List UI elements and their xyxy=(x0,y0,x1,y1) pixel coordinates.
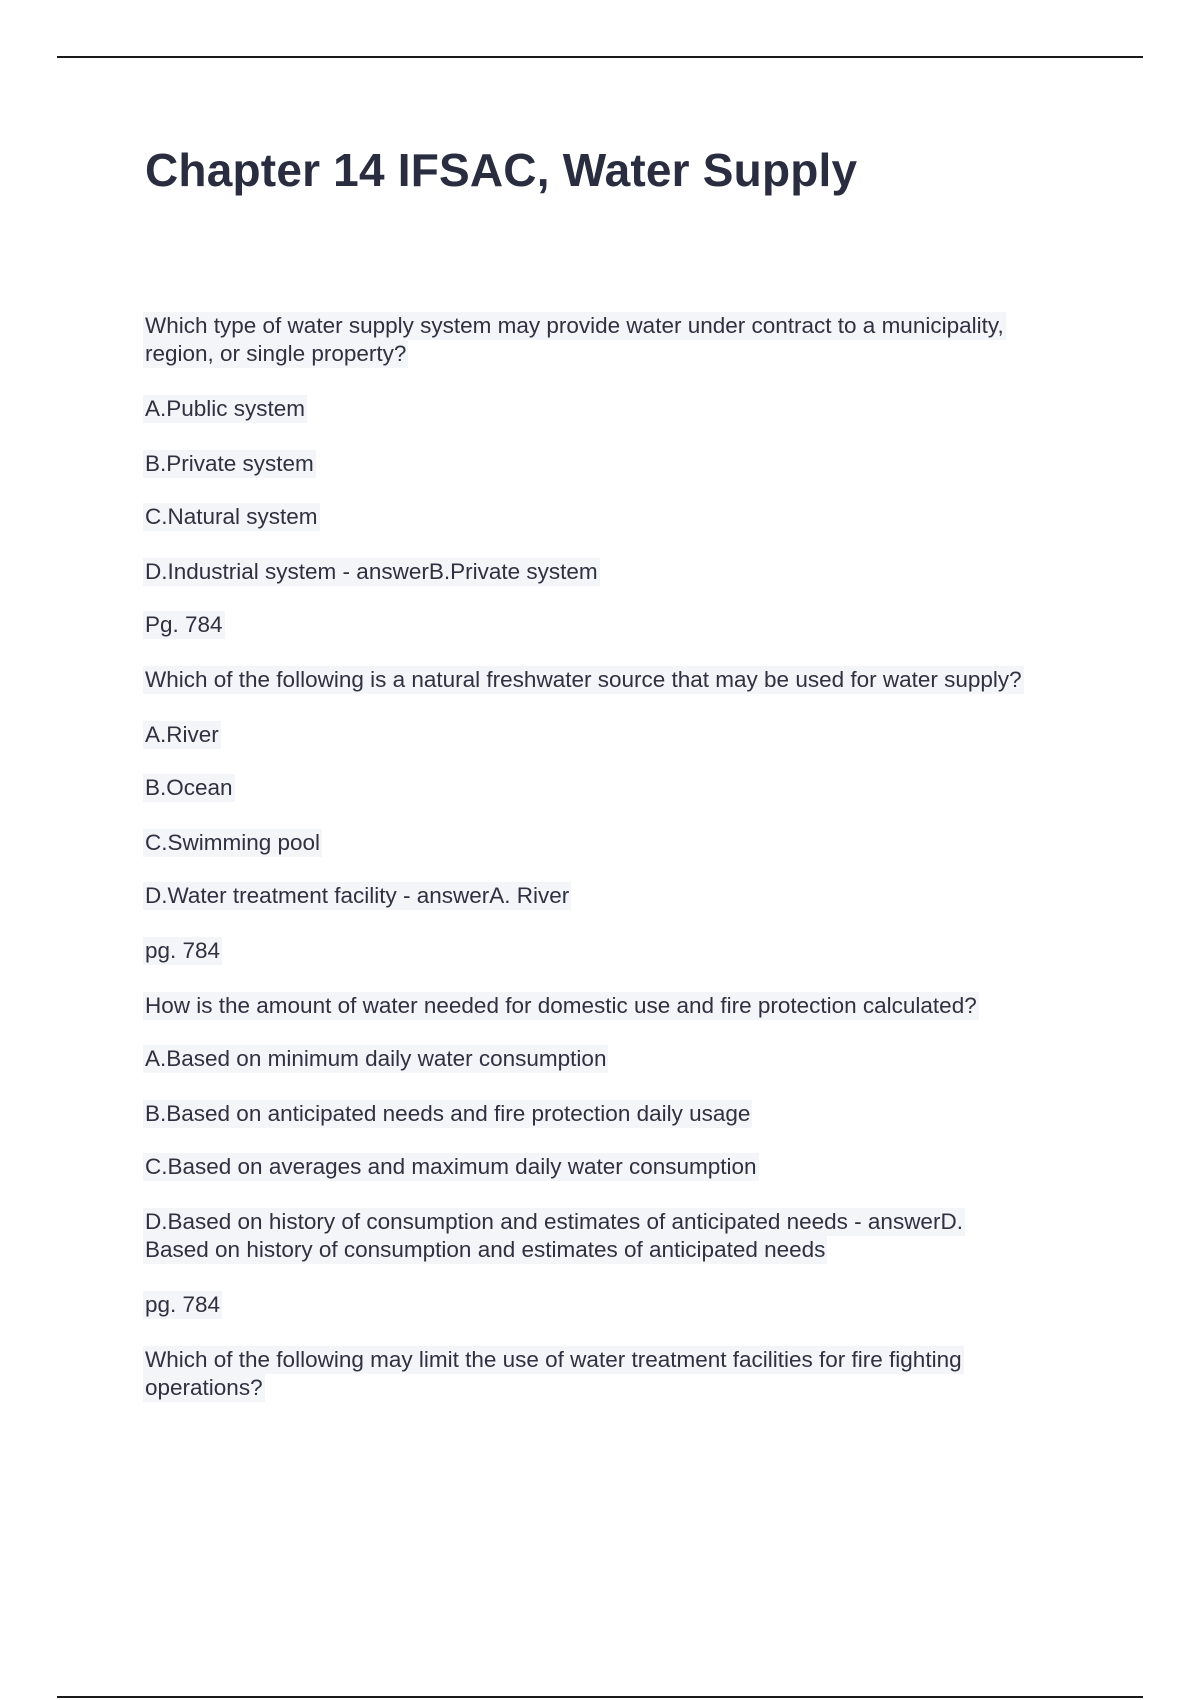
question-1-text-line1: Which type of water supply system may provide water under contract to a municipality, xyxy=(145,313,1004,338)
question-1 xyxy=(145,312,1095,368)
option-text: C.Based on averages and maximum daily water consumption xyxy=(145,1154,757,1179)
option-text: A.River xyxy=(145,722,219,747)
question-3-text: How is the amount of water needed for domestic use and fire protection calculated? xyxy=(145,993,977,1018)
question-1-option-b xyxy=(145,450,1095,478)
question-2-option-d-answer xyxy=(145,882,1095,910)
bottom-rule xyxy=(57,1696,1143,1698)
option-text: B.Private system xyxy=(145,451,314,476)
question-2-option-c xyxy=(145,829,1095,857)
document-body xyxy=(145,312,1095,1429)
question-1-text-line2: region, or single property? xyxy=(145,341,407,366)
question-3-option-c xyxy=(145,1153,1095,1181)
document-title: Chapter 14 IFSAC, Water Supply xyxy=(145,144,858,196)
question-4 xyxy=(145,1346,1095,1402)
option-text: A.Based on minimum daily water consumption xyxy=(145,1046,607,1071)
question-2-option-a xyxy=(145,721,1095,749)
option-text: B.Ocean xyxy=(145,775,233,800)
question-1-option-a xyxy=(145,395,1095,423)
page-reference: Pg. 784 xyxy=(145,612,223,637)
question-4-text-line2: operations? xyxy=(145,1375,263,1400)
question-3-option-b xyxy=(145,1100,1095,1128)
question-3-page-ref xyxy=(145,1291,1095,1319)
option-text: C.Natural system xyxy=(145,504,318,529)
question-2-text: Which of the following is a natural freshwater source that may be used for water supply? xyxy=(145,667,1022,692)
question-2 xyxy=(145,666,1095,694)
option-text-line2: Based on history of consumption and estimates of anticipated needs xyxy=(145,1237,826,1262)
option-text-line1: D.Based on history of consumption and estimates of anticipated needs - answerD. xyxy=(145,1209,963,1234)
question-1-option-d-answer xyxy=(145,558,1095,586)
question-2-option-b xyxy=(145,774,1095,802)
option-text: A.Public system xyxy=(145,396,306,421)
question-1-option-c xyxy=(145,503,1095,531)
option-text: D.Water treatment facility - answerA. River xyxy=(145,883,570,908)
option-text: D.Industrial system - answerB.Private system xyxy=(145,559,598,584)
question-3 xyxy=(145,992,1095,1020)
question-4-text-line1: Which of the following may limit the use of water treatment facilities for fire fighting xyxy=(145,1347,962,1372)
option-text: C.Swimming pool xyxy=(145,830,321,855)
option-text: B.Based on anticipated needs and fire protection daily usage xyxy=(145,1101,751,1126)
page-reference: pg. 784 xyxy=(145,1292,221,1317)
top-rule xyxy=(57,56,1143,58)
question-1-page-ref xyxy=(145,611,1095,639)
question-3-option-d-answer xyxy=(145,1208,1095,1264)
question-3-option-a xyxy=(145,1045,1095,1073)
question-2-page-ref xyxy=(145,937,1095,965)
page-reference: pg. 784 xyxy=(145,938,221,963)
